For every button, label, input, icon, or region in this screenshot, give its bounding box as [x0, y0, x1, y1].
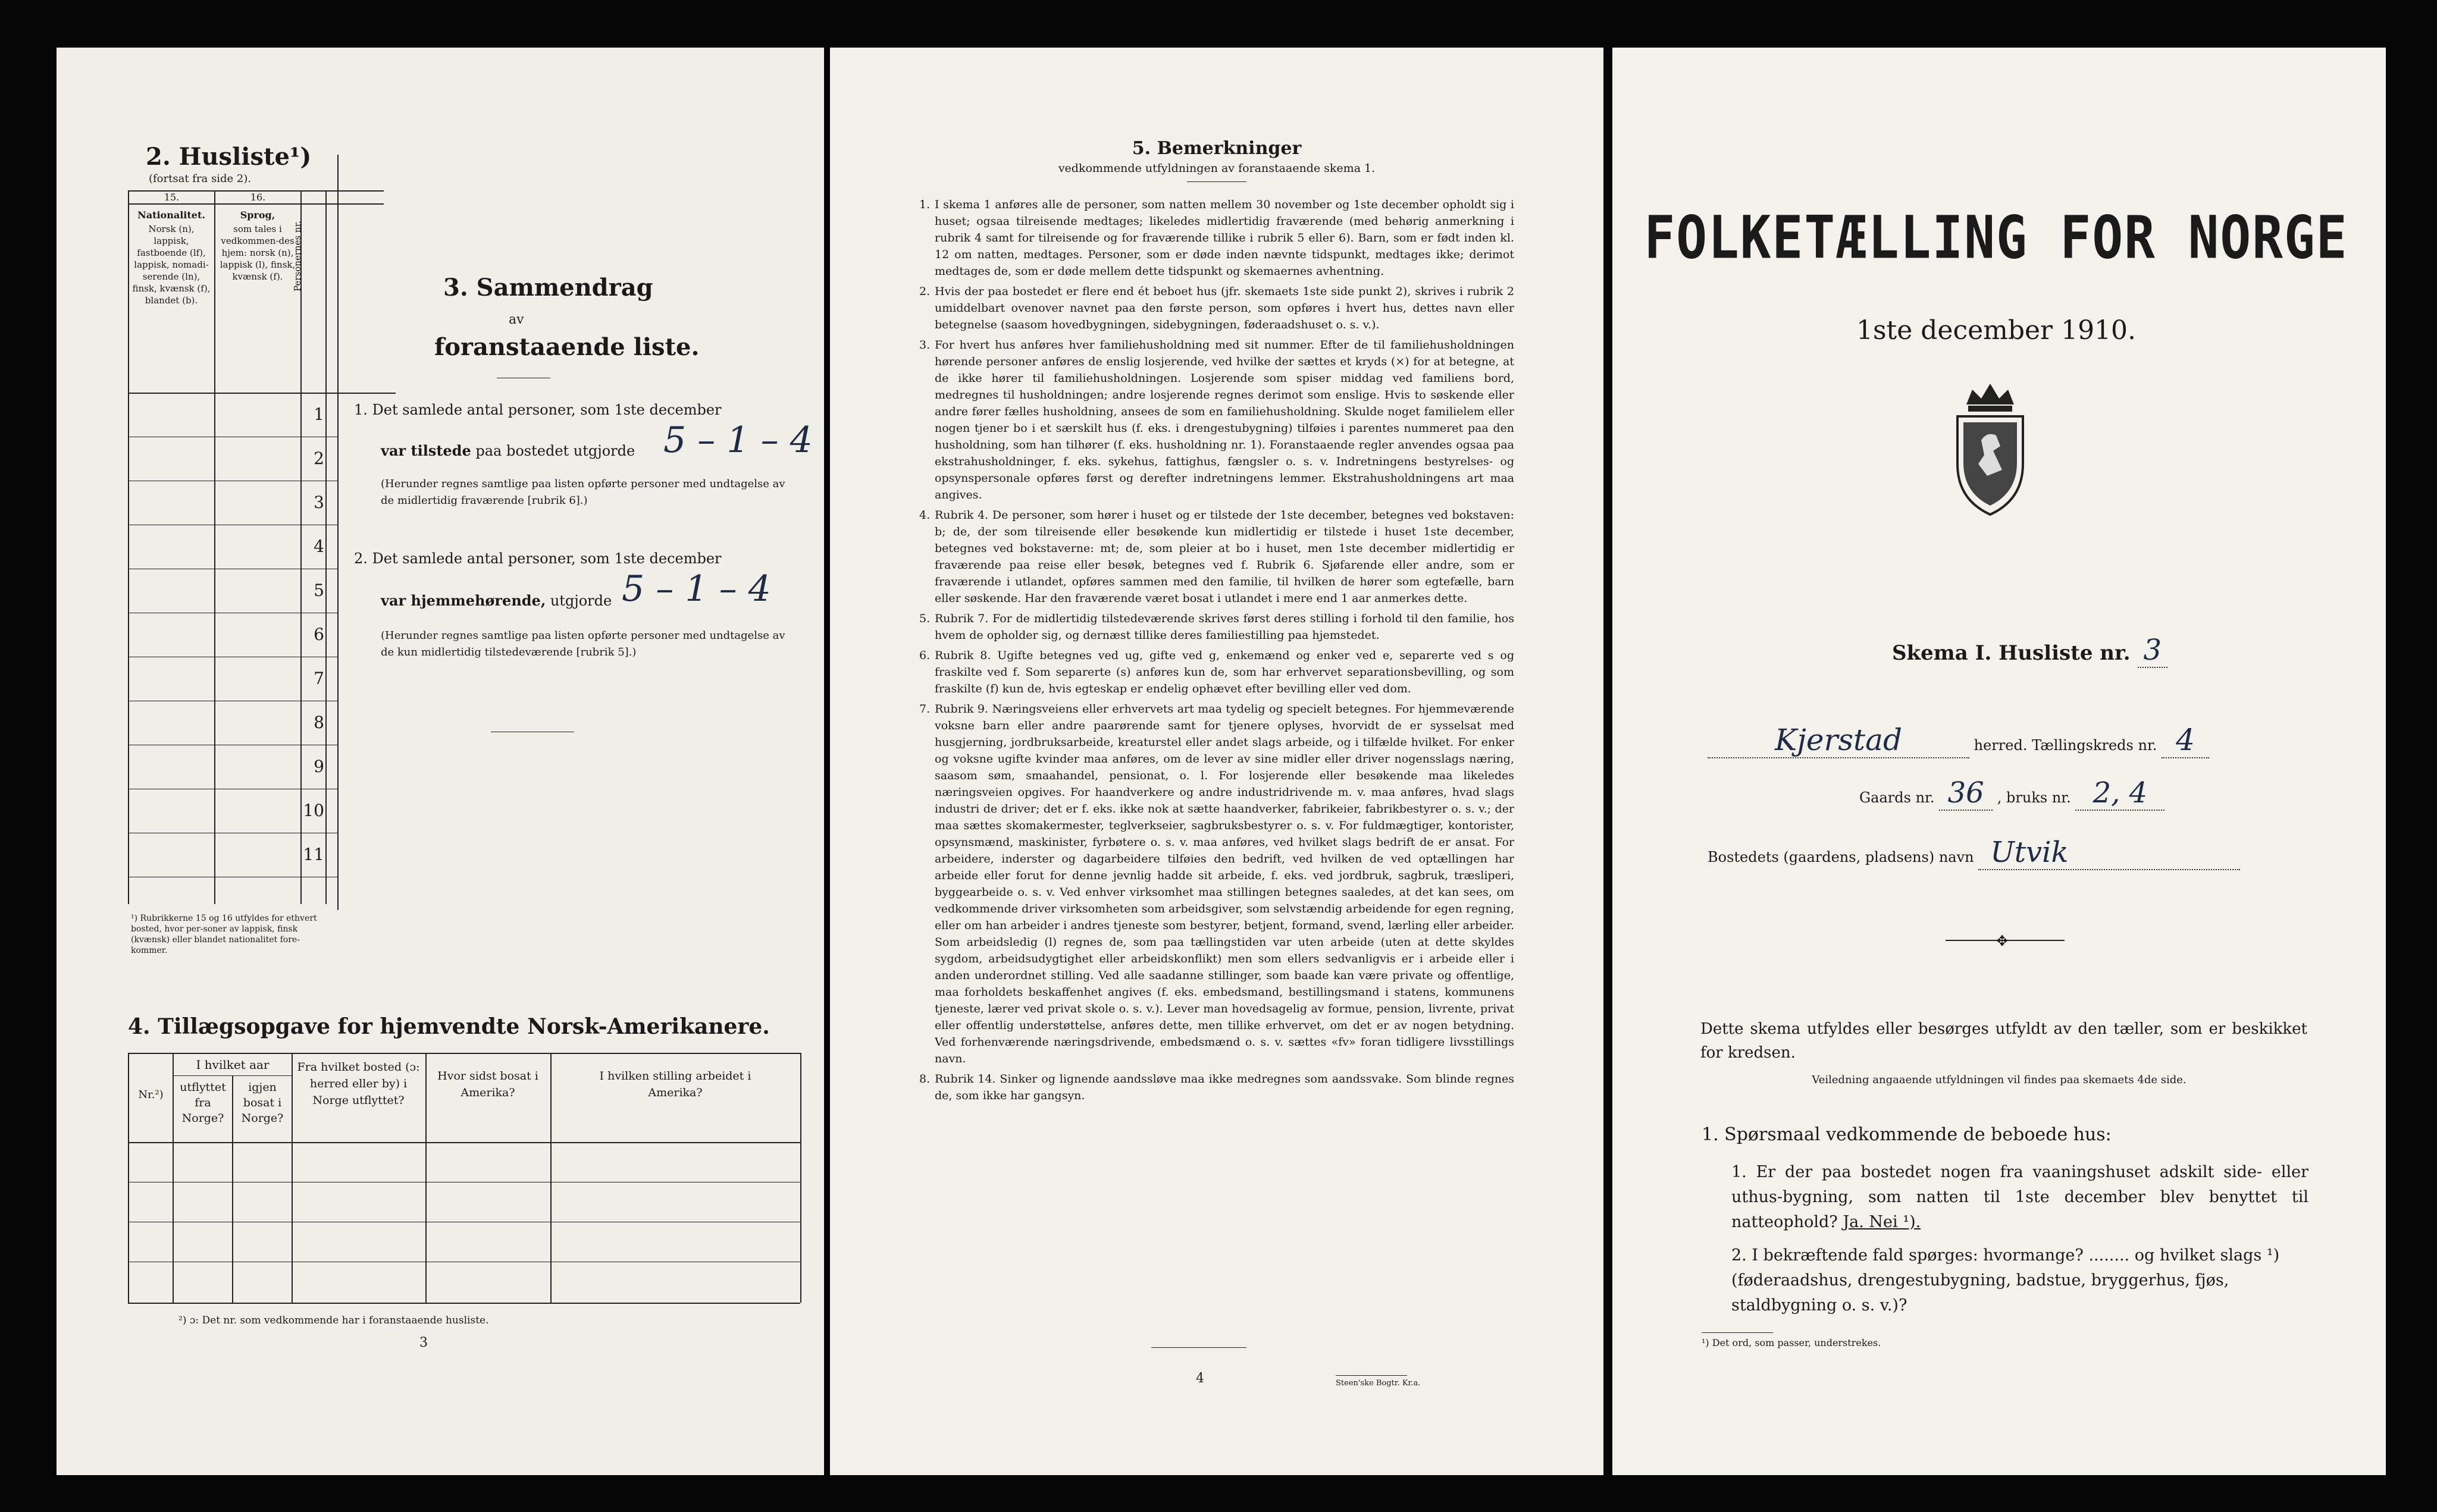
remark-item [919, 701, 1514, 1067]
col-amerika: Hvor sidst bosat i Amerika? [437, 1069, 538, 1099]
remark-number: 6. [919, 649, 931, 662]
remark-number: 1. [919, 198, 931, 211]
remark-item [919, 610, 1514, 644]
remark-text: Rubrik 4. De personer, som hører i huset og er tilstede der 1ste december, betegnes ved bokstaven: b; de, der som tilreisende eller besøkende kun midlertidig er tilstede i huset 1ste december, betegnes ved bokstaverne: mt; de, som pleier at bo i huset, men 1ste december midlertidig er fraværende paa reise eller besøk, betegnes ved f. Rubrik 6. Sjøfarende eller andre, som er fraværende i utlandet, opføres sammen med den familie, til hvilken de hører som egtefælle, barn eller søskende. Har den fraværende været bosat i utlandet i mere end 1 aar anmerkes dette. [935, 509, 1514, 605]
bemerkninger-title: 5. Bemerkninger [1132, 138, 1302, 159]
gaards-label: Gaards nr. [1859, 789, 1935, 806]
col16-head: Sprog, [240, 209, 275, 221]
husliste-row-number: 3 [314, 493, 324, 512]
col15-num: 15. [164, 192, 180, 203]
coat-of-arms-icon [1946, 381, 2035, 517]
remark-item [919, 337, 1514, 503]
bosted-value: Utvik [1978, 836, 2240, 870]
col15-text: Norsk (n), lappisk, fastboende (lf), lappisk, nomadi-serende (ln), finsk, kvænsk (f), blandet (b). [132, 224, 211, 306]
herred-label: herred. [1974, 737, 2028, 754]
item1-line1: 1. Det samlede antal personer, som 1ste december [354, 401, 722, 418]
col15-head: Nationalitet. [137, 209, 205, 221]
printer-mark: Steen'ske Bogtr. Kr.a. [1336, 1379, 1421, 1388]
col16-num: 16. [250, 192, 266, 203]
page-4-middle [830, 48, 1603, 1475]
col-utflyttet: utflyttet fra Norge? [180, 1081, 226, 1125]
item1-note: (Herunder regnes samtlige paa listen opførte personer med undtagelse av de midlertidig fraværende [rubrik 6].) [381, 478, 785, 507]
remark-item [919, 196, 1514, 280]
remark-item [919, 507, 1514, 607]
gaards-value: 36 [1939, 776, 1993, 811]
bruks-value: 2, 4 [2075, 776, 2165, 811]
page3-footnote: ¹) Det ord, som passer, understrekes. [1702, 1337, 1881, 1348]
question-2: 2. I bekræftende fald spørges: hvormange? ........ og hvilket slags ¹) (føderaadshus, drengestubygning, badstue, bryggerhus, fjøs, staldbygning o. s. v.)? [1731, 1246, 2280, 1315]
husliste-footnote: ¹) Rubrikkerne 15 og 16 utfyldes for ethvert bosted, hvor per-soner av lappisk, finsk (kvænsk) eller blandet nationalitet fore-kommer. [131, 914, 317, 955]
remark-number: 8. [919, 1072, 931, 1086]
item1-line2: paa bostedet utgjorde [475, 443, 635, 459]
item2-line1: 2. Det samlede antal personer, som 1ste december [354, 550, 722, 567]
husliste-row-number: 5 [314, 581, 324, 600]
col-stilling: I hvilken stilling arbeidet i Amerika? [599, 1069, 751, 1099]
main-title: FOLKETÆLLING FOR NORGE [1644, 203, 2348, 272]
remark-text: Hvis der paa bostedet er flere end ét beboet hus (jfr. skemaets 1ste side punkt 2), skrives i rubrik 2 umiddelbart ovenover navnet paa den første person, som opføres i hvert hus, dettes navn eller betegnelse (saasom hovedbygningen, sidebygningen, føderaadshuset o. s. v.). [935, 285, 1514, 331]
husliste-row-number: 7 [314, 669, 324, 688]
remark-item [919, 647, 1514, 697]
kreds-label: Tællingskreds nr. [2032, 737, 2157, 754]
page-number-3: 3 [419, 1335, 428, 1350]
col16-text: som tales i vedkommen-des hjem: norsk (n), lappisk (l), finsk, kvænsk (f). [220, 224, 296, 282]
husliste-row-number: 9 [314, 757, 324, 776]
remark-number: 7. [919, 702, 931, 716]
remark-number: 2. [919, 285, 931, 298]
page-number-4: 4 [1196, 1371, 1204, 1386]
remarks-list [919, 196, 1514, 1108]
col-nr: Nr.²) [138, 1088, 164, 1101]
husliste-row-number: 8 [314, 713, 324, 732]
bruks-label: , bruks nr. [1997, 789, 2071, 806]
col-bosted: Fra hvilket bosted (ɔ: herred eller by) i Norge utflyttet? [297, 1061, 420, 1107]
husliste-subtitle: (fortsat fra side 2). [149, 172, 252, 185]
bemerkninger-subtitle: vedkommende utfyldningen av foranstaaende skema 1. [1058, 162, 1376, 175]
sammendrag-subtitle: foranstaaende liste. [434, 333, 700, 361]
item2-note: (Herunder regnes samtlige paa listen opførte personer med undtagelse av de kun midlertidig tilstedeværende [rubrik 5].) [381, 629, 785, 658]
remark-text: Rubrik 7. For de midlertidig tilstedeværende skrives først deres stilling i forhold til den familie, hos hvem de opholder sig, og dernæst tillike deres familiestilling paa hjemstedet. [935, 612, 1514, 642]
remark-text: Rubrik 9. Næringsveiens eller erhvervets art maa tydelig og specielt betegnes. For hjemmeværende voksne barn eller andre paarørende samt for tjenere oplyses, hvorvidt de er sysselsat med husgjerning, jordbruksarbeide, kreaturstel eller andet slags arbeide, og i tilfælde hvilket. For enker og voksne ugifte kvinder maa anføres, om de lever av sine midler eller driver nogensslags næring, saasom søm, smaahandel, pensionat, o. l. For losjerende eller besøkende maa likeledes næringsveien opgives. For haandverkere og andre industridrivende m. v. maa anføres, hvad slags industri de driver; det er f. eks. ikke nok at sætte haandverker, fabrikeier, fabrikbestyrer o. s. v.; der maa sættes skomakermester, teglverkseier, sagbruksbestyrer o. s. v. For fuldmægtiger, kontorister, opsynsmænd, maskinister, fyrbøtere o. s. v. maa anføres, ved hvilket slags bedrift de er ansat. For arbeidere, inderster og dagarbeidere tilføies den bedrift, ved hvilken de ved optællingen har arbeide eller forut for denne jevnlig hadde sit arbeide, f. eks. ved jordbruk, sagbruk, træsliperi, byggearbeide o. s. v. Ved enhver virksomhet maa stillingen betegnes saaledes, at det kan sees, om vedkommende driver virksomheten som arbeidsgiver, som selvstændig arbeidende for egen regning, eller om han arbeider i andres tjeneste som bestyrer, betjent, formand, svend, lærling eller arbeider. Som arbeidsledig (l) regnes de, som paa tællingstiden var uten arbeide (uten at dette skyldes sygdom, arbeidsudygtighet eller arbeidskonflikt) men som ellers sedvanligvis er i arbeide eller i anden underordnet stilling. Ved alle saadanne stillinger, som baade kan være private og offentlige, maa forholdets beskaffenhet angives (f. eks. embedsmand, bestillingsmand i statens, kommunens tjeneste, lærer ved privat skole o. s. v.). Lever man hovedsagelig av formue, pension, livrente, privat eller offentlig understøttelse, anføres dette, men tillike erhvervet, om det er av nogen betydning. Ved forhenværende næringsdrivende, embedsmænd o. s. v. sættes «fv» foran tidligere livsstillings navn. [935, 702, 1514, 1065]
husliste-title: 2. Husliste¹) [146, 143, 312, 171]
question-1: 1. Er der paa bostedet nogen fra vaaningshuset adskilt side- eller uthus-bygning, som natten til 1ste december blev benyttet til natteophold? [1731, 1163, 2308, 1231]
item2-value: 5 – 1 – 4 [622, 568, 771, 610]
col-year: I hvilket aar [196, 1058, 270, 1072]
sammendrag-title: 3. Sammendrag [443, 274, 653, 302]
husliste-row-number: 4 [314, 537, 324, 556]
husliste-nr-value: 3 [2138, 633, 2168, 668]
col17-head: Personernes nr. [292, 221, 303, 291]
question-1-answer: Ja. Nei ¹). [1843, 1213, 1921, 1231]
tillaeg-title: 4. Tillægsopgave for hjemvendte Norsk-Amerikanere. [128, 1014, 770, 1039]
remark-text: Rubrik 14. Sinker og lignende aandssløve maa ikke medregnes som aandssvake. Som blinde regnes de, som ikke har gangsyn. [935, 1072, 1514, 1102]
remark-text: Rubrik 8. Ugifte betegnes ved ug, gifte ved g, enkemænd og enker ved e, separerte ved s og fraskilte ved f. Som separerte (s) anføres kun de, som har erhvervet separationsbevilling, og som fraskilte (f) kun de, hvis egteskap er endelig ophævet efter bevilling eller ved dom. [935, 649, 1514, 695]
remark-item [919, 1071, 1514, 1104]
husliste-row-number: 6 [314, 625, 324, 644]
sammendrag-av: av [509, 312, 524, 327]
census-date: 1ste december 1910. [1856, 315, 2137, 346]
tillaeg-footnote: ²) ɔ: Det nr. som vedkommende har i foranstaaende husliste. [178, 1315, 489, 1326]
remark-text: For hvert hus anføres hver familiehusholdning med sit nummer. Efter de til familiehusholdningen hørende personer anføres de enslig losjerende, ved hvilke der sættes et kryds (×) for at betegne, at de ikke hører til familiehusholdningen. Losjerende som spiser middag ved familiens bord, medregnes til husholdningen; andre losjerende regnes derimot som enslige. Hvis to søskende eller andre fører fælles husholdning, ansees de som en familiehusholdning. Skulde noget familielem eller nogen tjener bo i et særskilt hus (f. eks. i drengestubygning) tilføies i parentes nummeret paa den husholdning, som han tilhører (f. eks. husholdning nr. 1). Foranstaaende regler anvendes ogsaa paa ekstrahusholdninger, f. eks. sykehus, fattighus, fængsler o. s. v. Indretningens bestyrelses- og opsynspersonale opføres først og derefter indretningens lemmer. Ekstrahusholdningens art maa angives. [935, 338, 1514, 501]
remark-text: I skema 1 anføres alle de personer, som natten mellem 30 november og 1ste december opholdt sig i huset; ogsaa tilreisende medtages; likeledes midlertidig fraværende (med behørig anmerkning i rubrik 4 samt for tilreisende og for fraværende tillike i rubrik 5 eller 6). Barn, som er født inden kl. 12 om natten, medtages. Personer, som er døde inden nævnte tidspunkt, medtages ikke; derimot medtages de, som er døde mellem dette tidspunkt og skemaernes avhentning. [935, 198, 1514, 278]
kreds-value: 4 [2162, 723, 2209, 758]
info-sub: Veiledning angaaende utfyldningen vil findes paa skemaets 4de side. [1812, 1074, 2187, 1086]
ornament-icon: ✥ [1996, 933, 2009, 949]
item2-hjemme: var hjemmehørende, [381, 592, 546, 609]
skema-label: Skema I. Husliste nr. [1892, 641, 2131, 665]
remark-item [919, 283, 1514, 333]
info-text: Dette skema utfyldes eller besørges utfyldt av den tæller, som er beskikket for kredsen. [1700, 1020, 2307, 1062]
col-igjen: igjen bosat i Norge? [241, 1081, 284, 1125]
item1-tilstede: var tilstede [381, 442, 471, 459]
husliste-row-number: 11 [303, 845, 324, 864]
item1-value: 5 – 1 – 4 [663, 419, 813, 461]
herred-value: Kjerstad [1708, 723, 1969, 758]
item2-line2: utgjorde [550, 592, 612, 609]
page-3-left [57, 48, 824, 1475]
remark-number: 3. [919, 338, 931, 352]
questions-heading: 1. Spørsmaal vedkommende de beboede hus: [1702, 1124, 2112, 1145]
husliste-row-number: 10 [303, 801, 324, 820]
remark-number: 4. [919, 509, 931, 522]
remark-number: 5. [919, 612, 931, 625]
husliste-row-number: 1 [314, 404, 324, 424]
page-1-right [1612, 48, 2386, 1475]
bosted-label: Bostedets (gaardens, pladsens) navn [1708, 849, 1974, 865]
husliste-row-number: 2 [314, 448, 324, 468]
